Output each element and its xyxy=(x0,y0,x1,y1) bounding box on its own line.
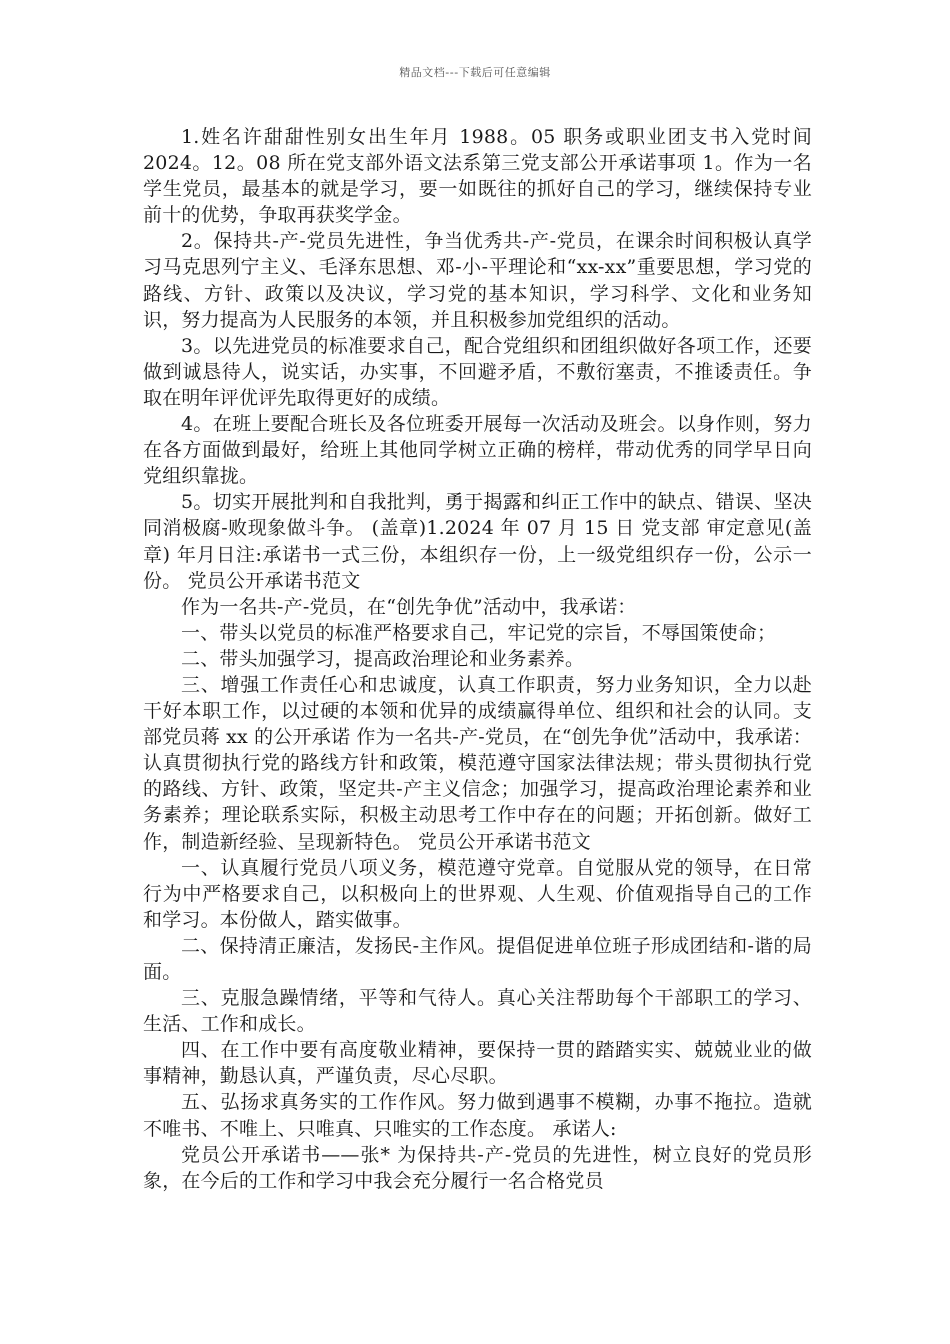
paragraph: 2。保持共-产-党员先进性，争当优秀共-产-党员，在课余时间积极认真学习马克思列宁主义、毛泽东思想、邓-小-平理论和“xx-xx”重要思想，学习党的路线、方针、政策以及决议，学习党的基本知识，学习科学、文化和业务知识，努力提高为人民服务的本领，并且积极参加党组织的活动。 xyxy=(143,230,812,331)
paragraph: 党员公开承诺书——张* 为保持共-产-党员的先进性，树立良好的党员形象，在今后的工作和学习中我会充分履行一名合格党员 xyxy=(143,1143,812,1192)
paragraph: 一、带头以党员的标准严格要求自己，牢记党的宗旨，不辱国策使命； xyxy=(181,621,777,644)
paragraph: 5。切实开展批判和自我批判，勇于揭露和纠正工作中的缺点、错误、坚决同消极腐-败现象做斗争。 (盖章)1.2024 年 07 月 15 日 党支部 审定意见(盖章) 年月日注:承诺书一式三份，本组织存一份，上一级党组织存一份，公示一份。 党员公开承诺书范文 xyxy=(143,491,812,592)
paragraph: 一、认真履行党员八项义务，模范遵守党章。自觉服从党的领导，在日常行为中严格要求自己，以积极向上的世界观、人生观、价值观指导自己的工作和学习。本份做人，踏实做事。 xyxy=(143,856,812,931)
paragraph: 4。在班上要配合班长及各位班委开展每一次活动及班会。以身作则，努力在各方面做到最好，给班上其他同学树立正确的榜样，带动优秀的同学早日向党组织靠拢。 xyxy=(143,413,812,488)
paragraph: 五、弘扬求真务实的工作作风。努力做到遇事不模糊，办事不拖拉。造就不唯书、不唯上、只唯真、只唯实的工作态度。 承诺人: xyxy=(143,1091,812,1140)
page-header: 精品文档---下载后可任意编辑 xyxy=(399,66,551,79)
paragraph: 三、克服急躁情绪，平等和气待人。真心关注帮助每个干部职工的学习、生活、工作和成长。 xyxy=(143,987,812,1036)
paragraph: 3。以先进党员的标准要求自己，配合党组织和团组织做好各项工作，还要做到诚恳待人，说实话，办实事，不回避矛盾，不敷衍塞责，不推诿责任。争取在明年评优评先取得更好的成绩。 xyxy=(143,334,812,409)
paragraph: 作为一名共-产-党员，在“创先争优”活动中，我承诺： xyxy=(181,595,637,618)
paragraph: 1.姓名许甜甜性别女出生年月 1988。05 职务或职业团支书入党时间 2024。12。08 所在党支部外语文法系第三党支部公开承诺事项 1。作为一名学生党员，最基本的就是学习，要一如既往的抓好自己的学习，继续保持专业前十的优势，争取再获奖学金。 xyxy=(143,126,812,227)
paragraph: 四、在工作中要有高度敬业精神，要保持一贯的踏踏实实、兢兢业业的做事精神，勤恳认真，严谨负责，尽心尽职。 xyxy=(143,1039,812,1088)
document-body xyxy=(143,124,812,1194)
paragraph: 二、带头加强学习，提高政治理论和业务素养。 xyxy=(181,647,585,670)
paragraph: 三、增强工作责任心和忠诚度，认真工作职责，努力业务知识，全力以赴干好本职工作，以过硬的本领和优异的成绩赢得单位、组织和社会的认同。支部党员蒋 xx 的公开承诺 作为一名共-产-党员，在“创先争优”活动中，我承诺：认真贯彻执行党的路线方针和政策，模范遵守国家法律法规；带头贯彻执行党的路线、方针、政策，坚定共-产主义信念；加强学习，提高政治理论素养和业务素养；理论联系实际，积极主动思考工作中存在的问题；开拓创新。做好工作，制造新经验、呈现新特色。 党员公开承诺书范文 xyxy=(143,673,812,853)
paragraph: 二、保持清正廉洁，发扬民-主作风。提倡促进单位班子形成团结和-谐的局面。 xyxy=(143,934,812,983)
